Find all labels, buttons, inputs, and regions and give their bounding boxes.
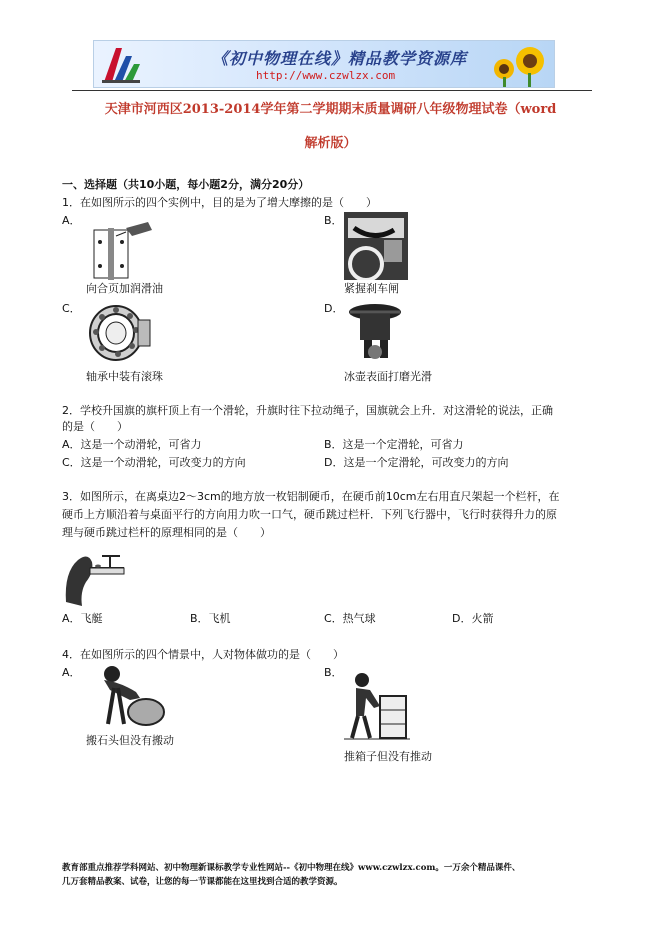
header-divider [72, 90, 592, 91]
site-logo-icon [100, 44, 142, 84]
header-banner [93, 40, 555, 88]
document-title-line1: 天津市河西区2013-2014学年第二学期期末质量调研八年级物理试卷（word [104, 102, 557, 117]
question-3-stem-line2: 硬币上方顺沿着与桌面平行的方向用力吹一口气，硬币跳过栏杆．下列飞行器中，飞行时获得升力的原 [62, 508, 557, 521]
hinge-oil-figure [76, 222, 156, 282]
q1-option-d-caption: 冰壶表面打磨光滑 [344, 370, 432, 383]
q4-option-b-label: B． [324, 666, 343, 679]
curling-figure [344, 302, 406, 364]
q1-option-a-caption: 向合页加润滑油 [86, 282, 163, 295]
question-2-stem-line2: 的是（ ） [62, 420, 128, 433]
q2-option-d: D．这是一个定滑轮，可改变力的方向 [324, 456, 509, 469]
footer-line2: 几万套精品教案、试卷，让您的每一节课都能在这里找到合适的教学资源。 [62, 877, 343, 887]
question-1-stem: 1．在如图所示的四个实例中，目的是为了增大摩擦的是（ ） [62, 196, 377, 209]
question-2-stem-line1: 2．学校升国旗的旗杆顶上有一个滑轮，升旗时往下拉动绳子，国旗就会上升．对这滑轮的说法，正确 [62, 404, 553, 417]
brake-grip-figure [344, 212, 408, 280]
q4-option-a-label: A． [62, 666, 81, 679]
q1-option-a-label: A． [62, 214, 81, 227]
q4-option-b-caption: 推箱子但没有推动 [344, 750, 432, 763]
pushing-box-figure [344, 672, 410, 742]
q3-option-c: C．热气球 [324, 612, 376, 625]
q3-option-b: B．飞机 [190, 612, 231, 625]
q1-option-c-caption: 轴承中装有滚珠 [86, 370, 163, 383]
q3-option-a: A．飞艇 [62, 612, 103, 625]
q1-option-d-label: D． [324, 302, 344, 315]
question-3-stem-line1: 3．如图所示，在离桌边2～3cm的地方放一枚铝制硬币，在硬币前10cm左右用直尺架起一个栏杆，在 [62, 490, 560, 503]
bearing-figure [86, 302, 152, 364]
sunflower-icon [486, 43, 550, 87]
question-4-stem: 4．在如图所示的四个情景中，人对物体做功的是（ ） [62, 648, 344, 661]
banner-title: 《初中物理在线》精品教学资源库 [212, 49, 468, 68]
document-title-line2: 解析版） [304, 136, 357, 151]
section-heading: 一、选择题（共10小题，每小题2分，满分20分） [62, 178, 310, 191]
q4-option-a-caption: 搬石头但没有搬动 [86, 734, 174, 747]
q1-option-b-label: B． [324, 214, 343, 227]
coin-blow-figure [62, 542, 126, 606]
lifting-stone-figure [90, 664, 166, 728]
q1-option-b-caption: 紧握刹车闸 [344, 282, 399, 295]
q2-option-a: A．这是一个动滑轮，可省力 [62, 438, 202, 451]
banner-url[interactable]: http://www.czwlzx.com [256, 69, 396, 82]
q2-option-c: C．这是一个动滑轮，可改变力的方向 [62, 456, 246, 469]
question-3-stem-line3: 理与硬币跳过栏杆的原理相同的是（ ） [62, 526, 271, 539]
q1-option-c-label: C． [62, 302, 81, 315]
q2-option-b: B．这是一个定滑轮，可省力 [324, 438, 464, 451]
q3-option-d: D．火箭 [452, 612, 494, 625]
footer-line1: 教育部重点推荐学科网站、初中物理新课标教学专业性网站--《初中物理在线》www.czwlzx.com。一万余个精品课件、 [62, 863, 521, 873]
